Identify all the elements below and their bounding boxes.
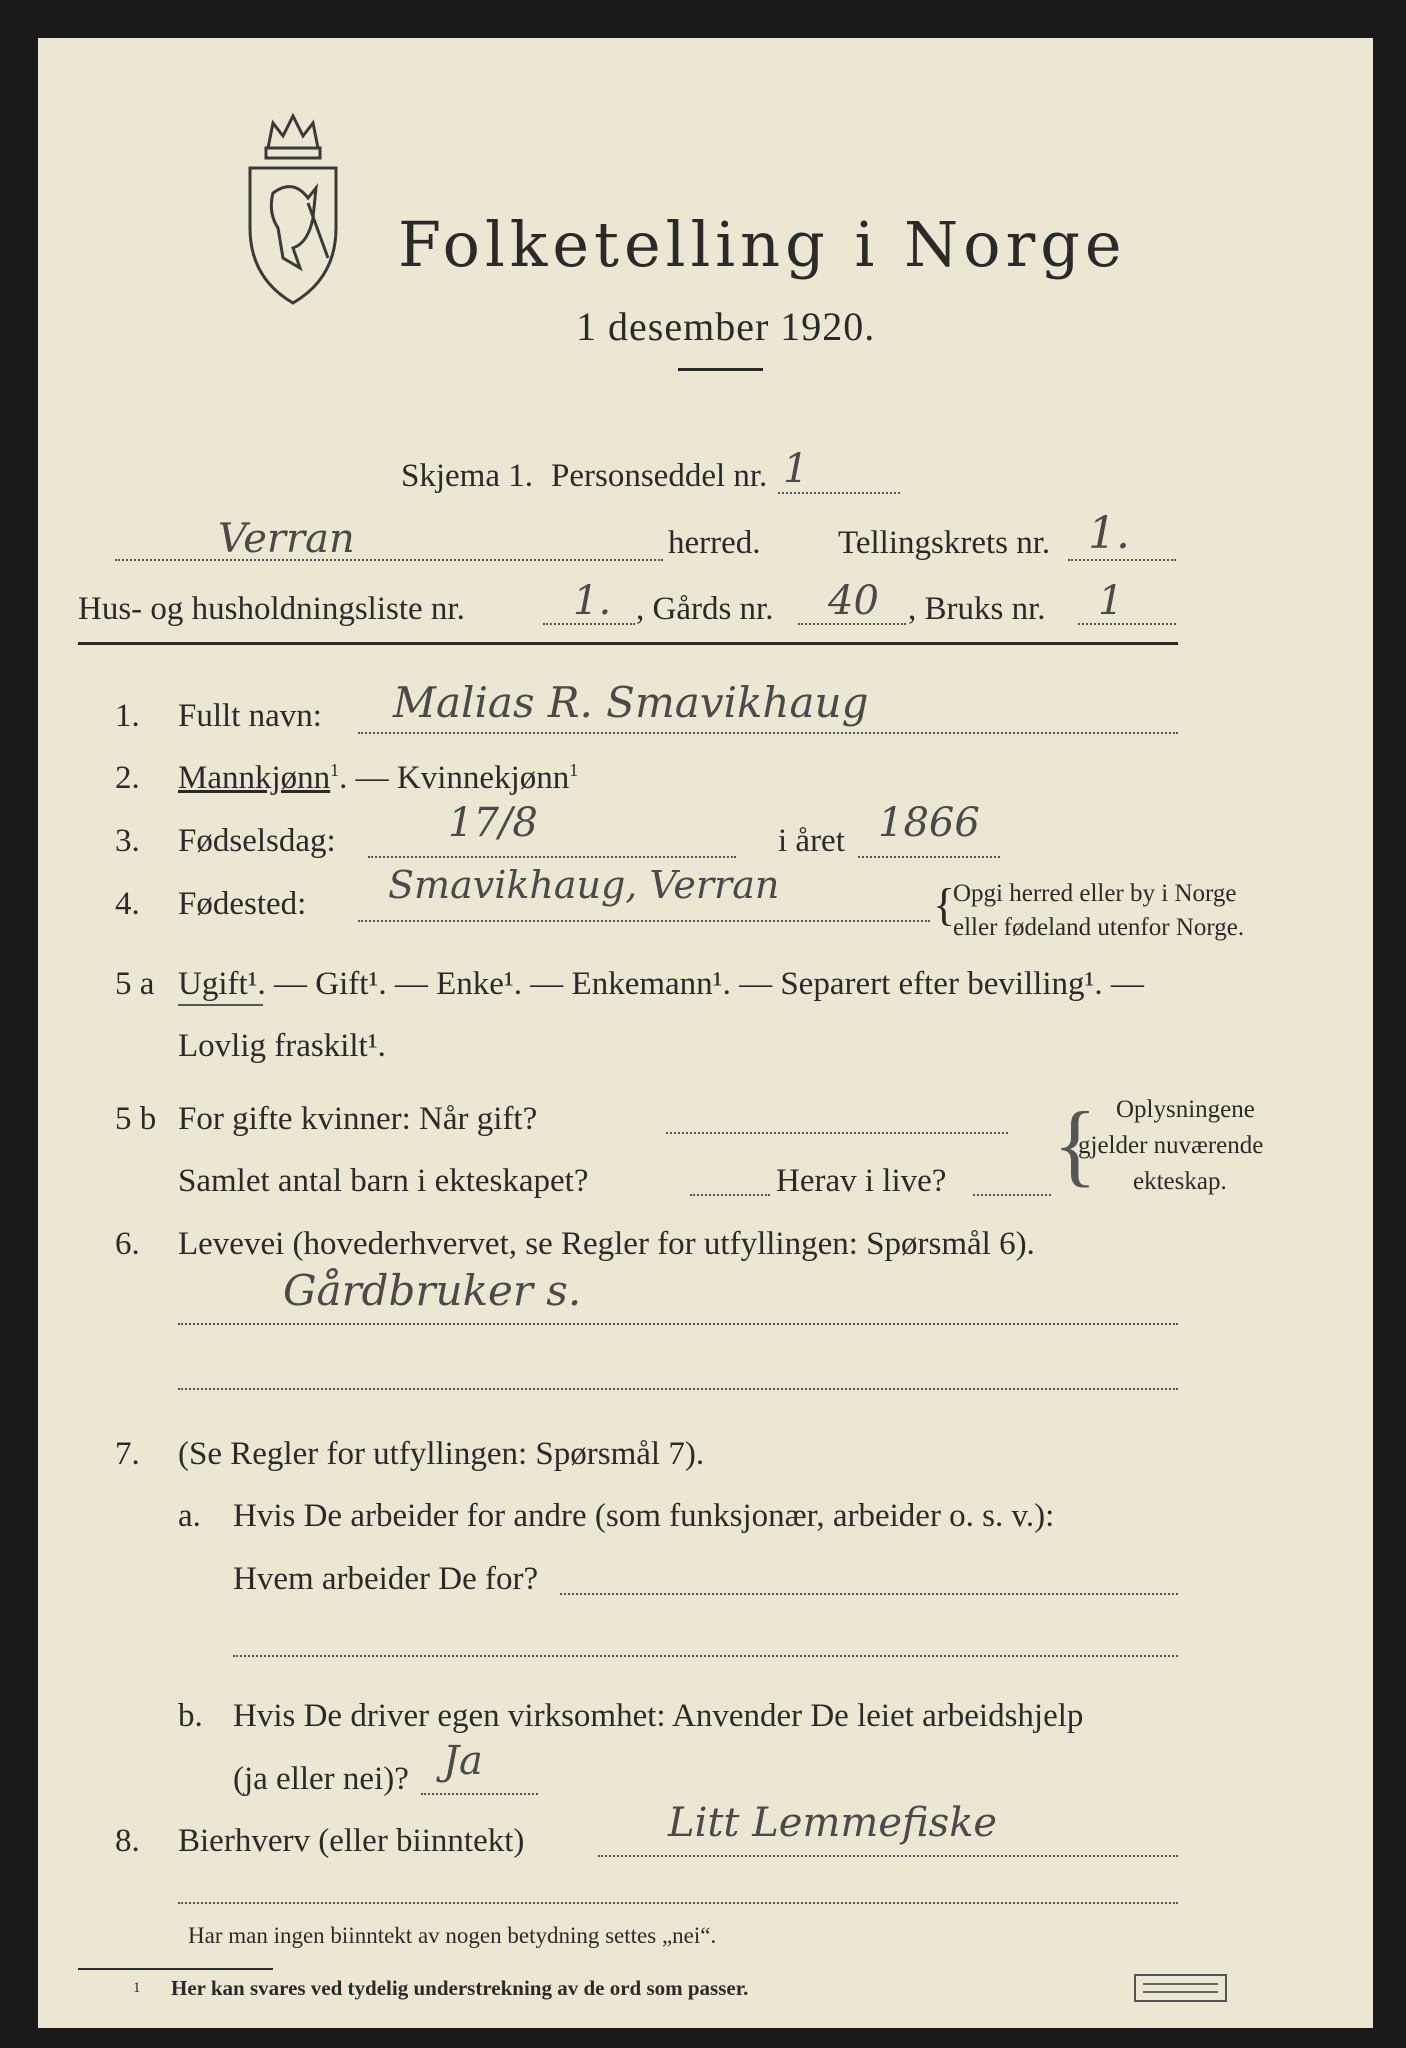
q7a-employer-line (560, 1593, 1178, 1595)
q7b-line-2: (ja eller nei)? (233, 1761, 409, 1797)
q5a-line2: Lovlig fraskilt¹. (178, 1028, 386, 1064)
q2-number: 2. (115, 760, 140, 796)
footnote-mark: 1 (133, 1980, 141, 1996)
form-title: Folketelling i Norge (398, 208, 1127, 281)
q7b-letter: b. (178, 1698, 203, 1734)
tellingskrets-line (1068, 559, 1176, 561)
gards-line (798, 623, 906, 625)
q7a-line-2: Hvem arbeider De for? (233, 1561, 539, 1597)
q1-number: 1. (115, 698, 140, 734)
q7b-line (421, 1793, 538, 1795)
q2-options (178, 760, 578, 797)
q6-label: Levevei (hovederhvervet, se Regler for utfyllingen: Spørsmål 6). (178, 1226, 1035, 1262)
q4-note-1: Opgi herred eller by i Norge (953, 880, 1237, 907)
q8-number: 8. (115, 1823, 140, 1859)
hus-value[interactable]: 1. (573, 578, 612, 624)
footnote-text: Her kan svares ved tydelig understrekning av de ord som passer. (171, 1976, 749, 2000)
q5b-line-1 (666, 1132, 1008, 1134)
footnote-divider (78, 1968, 273, 1970)
skjema-label: Skjema 1. (401, 458, 533, 494)
q5b-label-2: Samlet antal barn i ekteskapet? (178, 1163, 589, 1199)
herred-label: herred. (668, 525, 761, 561)
q5b-line-3 (973, 1194, 1051, 1196)
q8-extra-line (178, 1902, 1178, 1904)
census-form (38, 38, 1373, 2028)
q5b-note-1: Oplysningene (1116, 1096, 1255, 1123)
q5b-label-1: For gifte kvinner: Når gift? (178, 1101, 538, 1137)
occupation-value[interactable]: Gårdbruker s. (283, 1266, 582, 1315)
q2-sup-m: 1 (330, 760, 340, 780)
q5b-label-3: Herav i live? (776, 1163, 947, 1199)
q2-separator: . — (339, 760, 397, 796)
q1-label: Fullt navn: (178, 698, 322, 734)
q7-label: (Se Regler for utfyllingen: Spørsmål 7). (178, 1436, 705, 1472)
marital-status-options[interactable]: Ugift¹. — Gift¹. — Enke¹. — Enkemann¹. — Separert efter bevilling¹. — (178, 966, 1144, 1002)
q7a-letter: a. (178, 1498, 201, 1534)
personseddel-line (778, 492, 900, 494)
q4-line (358, 920, 930, 922)
tellingskrets-label: Tellingskrets nr. (838, 525, 1051, 561)
printer-stamp-icon (1133, 1973, 1228, 2003)
q8-line (598, 1855, 1178, 1857)
coat-of-arms-icon (238, 108, 348, 308)
bruks-value[interactable]: 1 (1098, 578, 1124, 624)
q5b-note-3: ekteskap. (1133, 1168, 1227, 1195)
q5b-brace: { (1053, 1093, 1098, 1195)
q4-note-2: eller fødeland utenfor Norge. (953, 914, 1245, 941)
gards-label: , Gårds nr. (636, 591, 774, 627)
q5b-note-2: gjelder nuværende (1078, 1132, 1264, 1159)
q7-number: 7. (115, 1436, 140, 1472)
personseddel-label: Personseddel nr. (551, 458, 768, 494)
q3-number: 3. (115, 823, 140, 859)
q3-label: Fødselsdag: (178, 823, 336, 859)
herred-line (115, 559, 663, 561)
personseddel-value[interactable]: 1 (783, 446, 809, 492)
q1-line (358, 732, 1178, 734)
ugift-underline (178, 1004, 263, 1006)
q6-number: 6. (115, 1226, 140, 1262)
year-line (858, 856, 1000, 858)
bruks-line (1078, 623, 1176, 625)
kvinnekjonn-option[interactable]: Kvinnekjønn (396, 760, 570, 796)
q7a-line-1: Hvis De arbeider for andre (som funksjonær, arbeider o. s. v.): (233, 1498, 1055, 1534)
q7a-extra-line (233, 1655, 1178, 1657)
birthplace-value[interactable]: Smavikhaug, Verran (388, 863, 780, 907)
hus-label: Hus- og husholdningsliste nr. (78, 591, 465, 627)
gards-value[interactable]: 40 (828, 578, 879, 624)
q4-brace: { (933, 879, 956, 930)
q5a-number: 5 a (115, 966, 155, 1002)
census-date: 1 desember 1920. (576, 304, 876, 349)
q6-line-1 (178, 1323, 1178, 1325)
footer-note: Har man ingen biinntekt av nogen betydning settes „nei“. (188, 1923, 717, 1948)
title-divider (678, 368, 763, 371)
q6-line-2 (178, 1388, 1178, 1390)
q7b-line-1: Hvis De driver egen virksomhet: Anvender De leiet arbeidshjelp (233, 1698, 1084, 1734)
section-divider (78, 642, 1178, 645)
birthyear-value[interactable]: 1866 (878, 800, 980, 846)
q5b-line-2 (690, 1194, 770, 1196)
q4-number: 4. (115, 886, 140, 922)
tellingskrets-value[interactable]: 1. (1088, 508, 1130, 559)
full-name-value[interactable]: Malias R. Smavikhaug (393, 678, 869, 727)
year-label: i året (778, 823, 845, 859)
birthdate-value[interactable]: 17/8 (448, 800, 538, 846)
mannkjonn-option[interactable]: Mannkjønn (178, 760, 331, 796)
q5b-number: 5 b (115, 1101, 157, 1137)
side-income-value[interactable]: Litt Lemmefiske (668, 1800, 998, 1846)
hus-line (543, 623, 635, 625)
q4-label: Fødested: (178, 886, 307, 922)
bruks-label: , Bruks nr. (908, 591, 1046, 627)
q8-label: Bierhverv (eller biinntekt) (178, 1823, 525, 1859)
herred-value[interactable]: Verran (218, 516, 355, 562)
q2-sup-k: 1 (569, 760, 579, 780)
hired-help-value[interactable]: Ja (443, 1738, 483, 1784)
q3-line (368, 856, 736, 858)
